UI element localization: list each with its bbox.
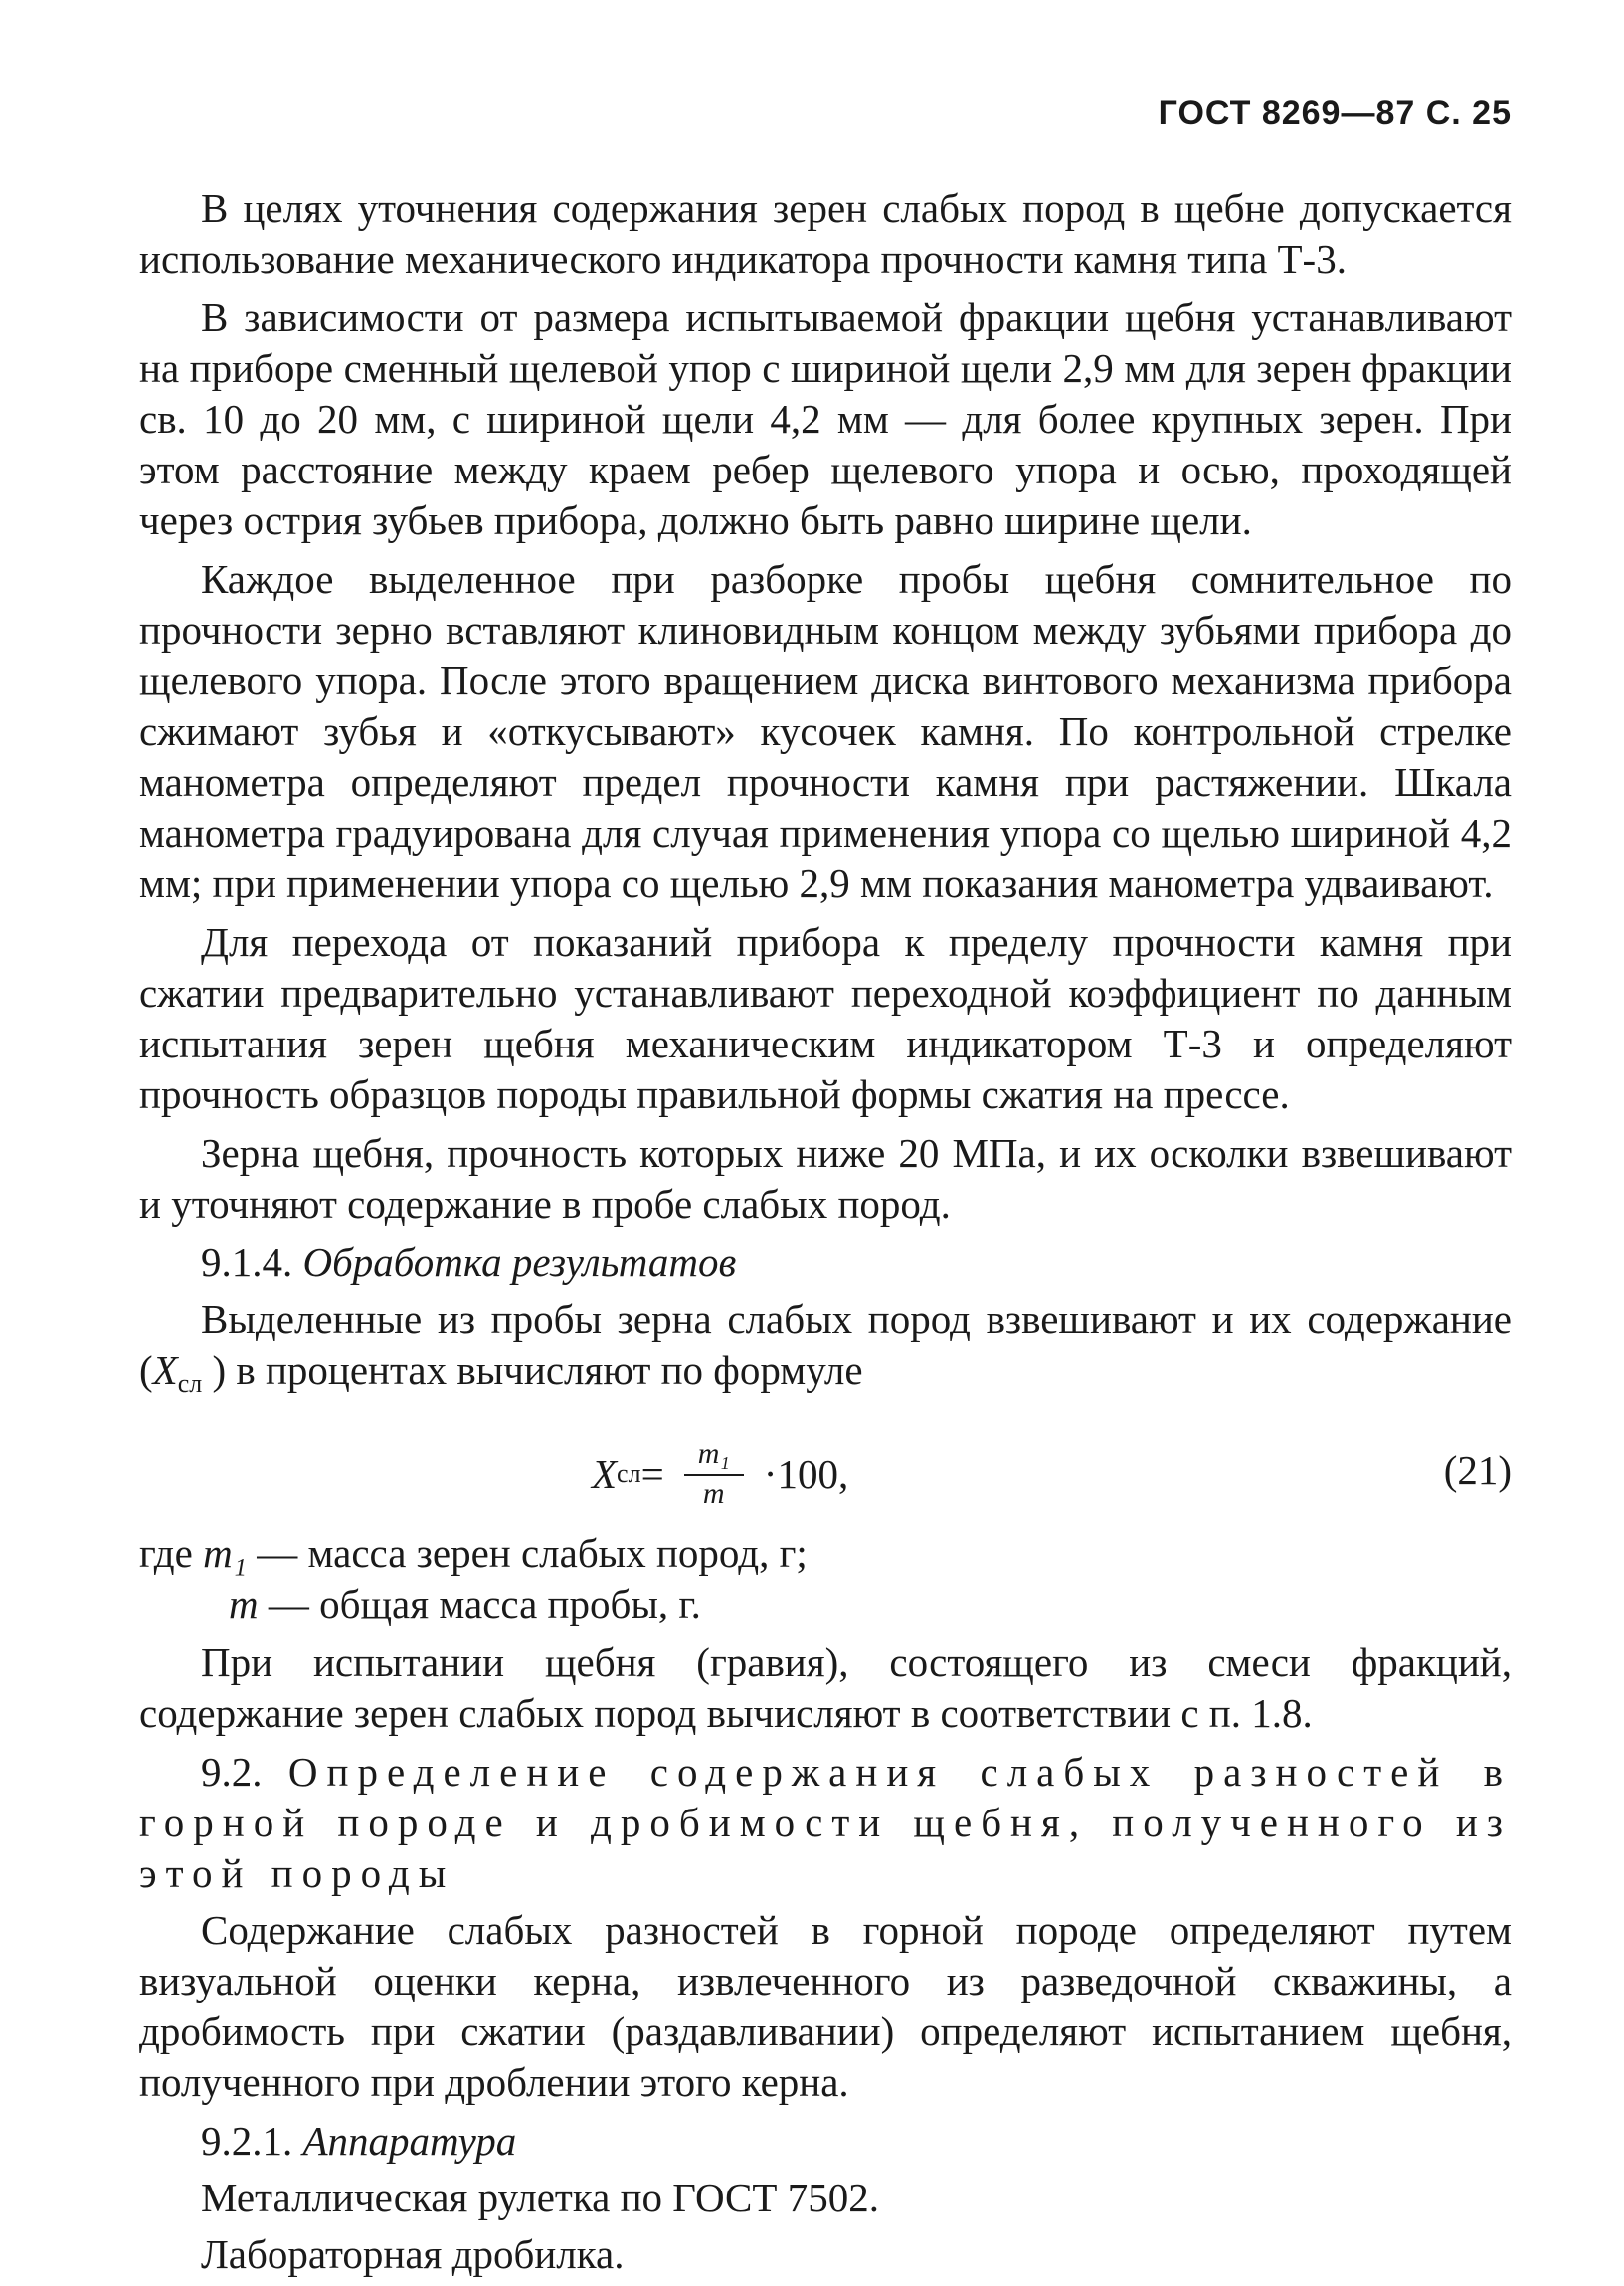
section-number: 9.2.1. [201, 2118, 293, 2164]
symbol-m: m [229, 1581, 259, 1626]
symbol-m1: m₁ [203, 1530, 247, 1576]
equipment-crusher: Лабораторная дробилка. [201, 2231, 625, 2277]
formula-numerator: m₁ [684, 1436, 744, 1476]
formula-21 [139, 1417, 1512, 1526]
section-9-1-4-heading [139, 1238, 1512, 1288]
paragraph-indicator-intro: В целях уточнения содержания зерен слабых пород в щебне допускается использование механического индикатора прочности камня типа Т-3. [139, 185, 1512, 282]
formula-expression [592, 1436, 848, 1512]
document-page [139, 95, 1512, 2286]
section-number: 9.2. [201, 1749, 263, 1795]
where-m1: где m₁ — масса зерен слабых пород, г; [139, 1530, 808, 1576]
page-header: ГОСТ 8269—87 С. 25 [1158, 95, 1512, 132]
paragraph-formula-intro: Выделенные из пробы зерна слабых пород взвешивают и их содержание ($X_{сл}$ ) в процентах вычисляют по формуле [139, 1296, 1512, 1398]
section-title: Обработка результатов [302, 1239, 737, 1285]
paragraph-weak-grains: Зерна щебня, прочность которых ниже 20 МПа, и их осколки взвешивают и уточняют содержание в пробе слабых пород. [139, 1130, 1512, 1227]
formula-symbol-sub: сл [177, 1369, 203, 1398]
formula-number: (21) [1443, 1447, 1512, 1493]
formula-symbol-x: X [152, 1347, 178, 1393]
formula-fraction [684, 1436, 744, 1512]
section-9-2-heading [139, 1747, 1512, 1899]
formula-lhs-sub: сл [617, 1459, 641, 1488]
paragraph-conversion-coefficient: Для перехода от показаний прибора к пределу прочности камня при сжатии предварительно устанавливают переходной коэффициент по данным испытания зерен щебня механическим индикатором Т-3 и определяют прочность образцов породы правильной формы сжатия на прессе. [139, 919, 1512, 1117]
paragraph-core-evaluation: Содержание слабых разностей в горной породе определяют путем визуальной оценки керна, извлеченного из разведочной скважины, а дробимость при сжатии (раздавливании) определяют испытанием щебня, полученного при дроблении этого керна. [139, 1907, 1512, 2105]
paragraph-mixed-fractions: При испытании щебня (гравия), состоящего из смеси фракций, содержание зерен слабых пород вычисляют в соответствии с п. 1.8. [139, 1639, 1512, 1736]
section-title: Аппаратура [302, 2118, 517, 2164]
formula-equals: = [640, 1451, 664, 1497]
paragraph-slot-stop: В зависимости от размера испытываемой фракции щебня устанавливают на приборе сменный щелевой упор с шириной щели 2,9 мм для зерен фракции св. 10 до 20 мм, с шириной щели 4,2 мм — для более крупных зерен. При этом расстояние между краем ребер щелевого упора и осью, проходящей через острия зубьев прибора, должно быть равно ширине щели. [139, 294, 1512, 543]
section-title: Определение содержания слабых разностей в горной породе и дробимости щебня, полученного из этой породы [139, 1749, 1513, 1896]
where-m: m — общая масса пробы, г. [229, 1581, 701, 1626]
formula-denominator: m [702, 1477, 725, 1510]
formula-multiplier: ·100, [763, 1451, 849, 1497]
equipment-tape-measure: Металлическая рулетка по ГОСТ 7502. [201, 2175, 879, 2220]
section-number: 9.1.4. [201, 1239, 293, 1285]
paragraph-procedure: Каждое выделенное при разборке пробы щебня сомнительное по прочности зерно вставляют клиновидным концом между зубьями прибора до щелевого упора. После этого вращением диска винтового механизма прибора сжимают зубья и «откусывают» кусочек камня. По контрольной стрелке манометра определяют предел прочности камня при растяжении. Шкала манометра градуирована для случая применения упора со щелью шириной 4,2 мм; при применении упора со щелью 2,9 мм показания манометра удваивают. [139, 556, 1512, 906]
formula-lhs-var: X [592, 1451, 618, 1497]
section-9-2-1-heading [139, 2116, 1512, 2167]
